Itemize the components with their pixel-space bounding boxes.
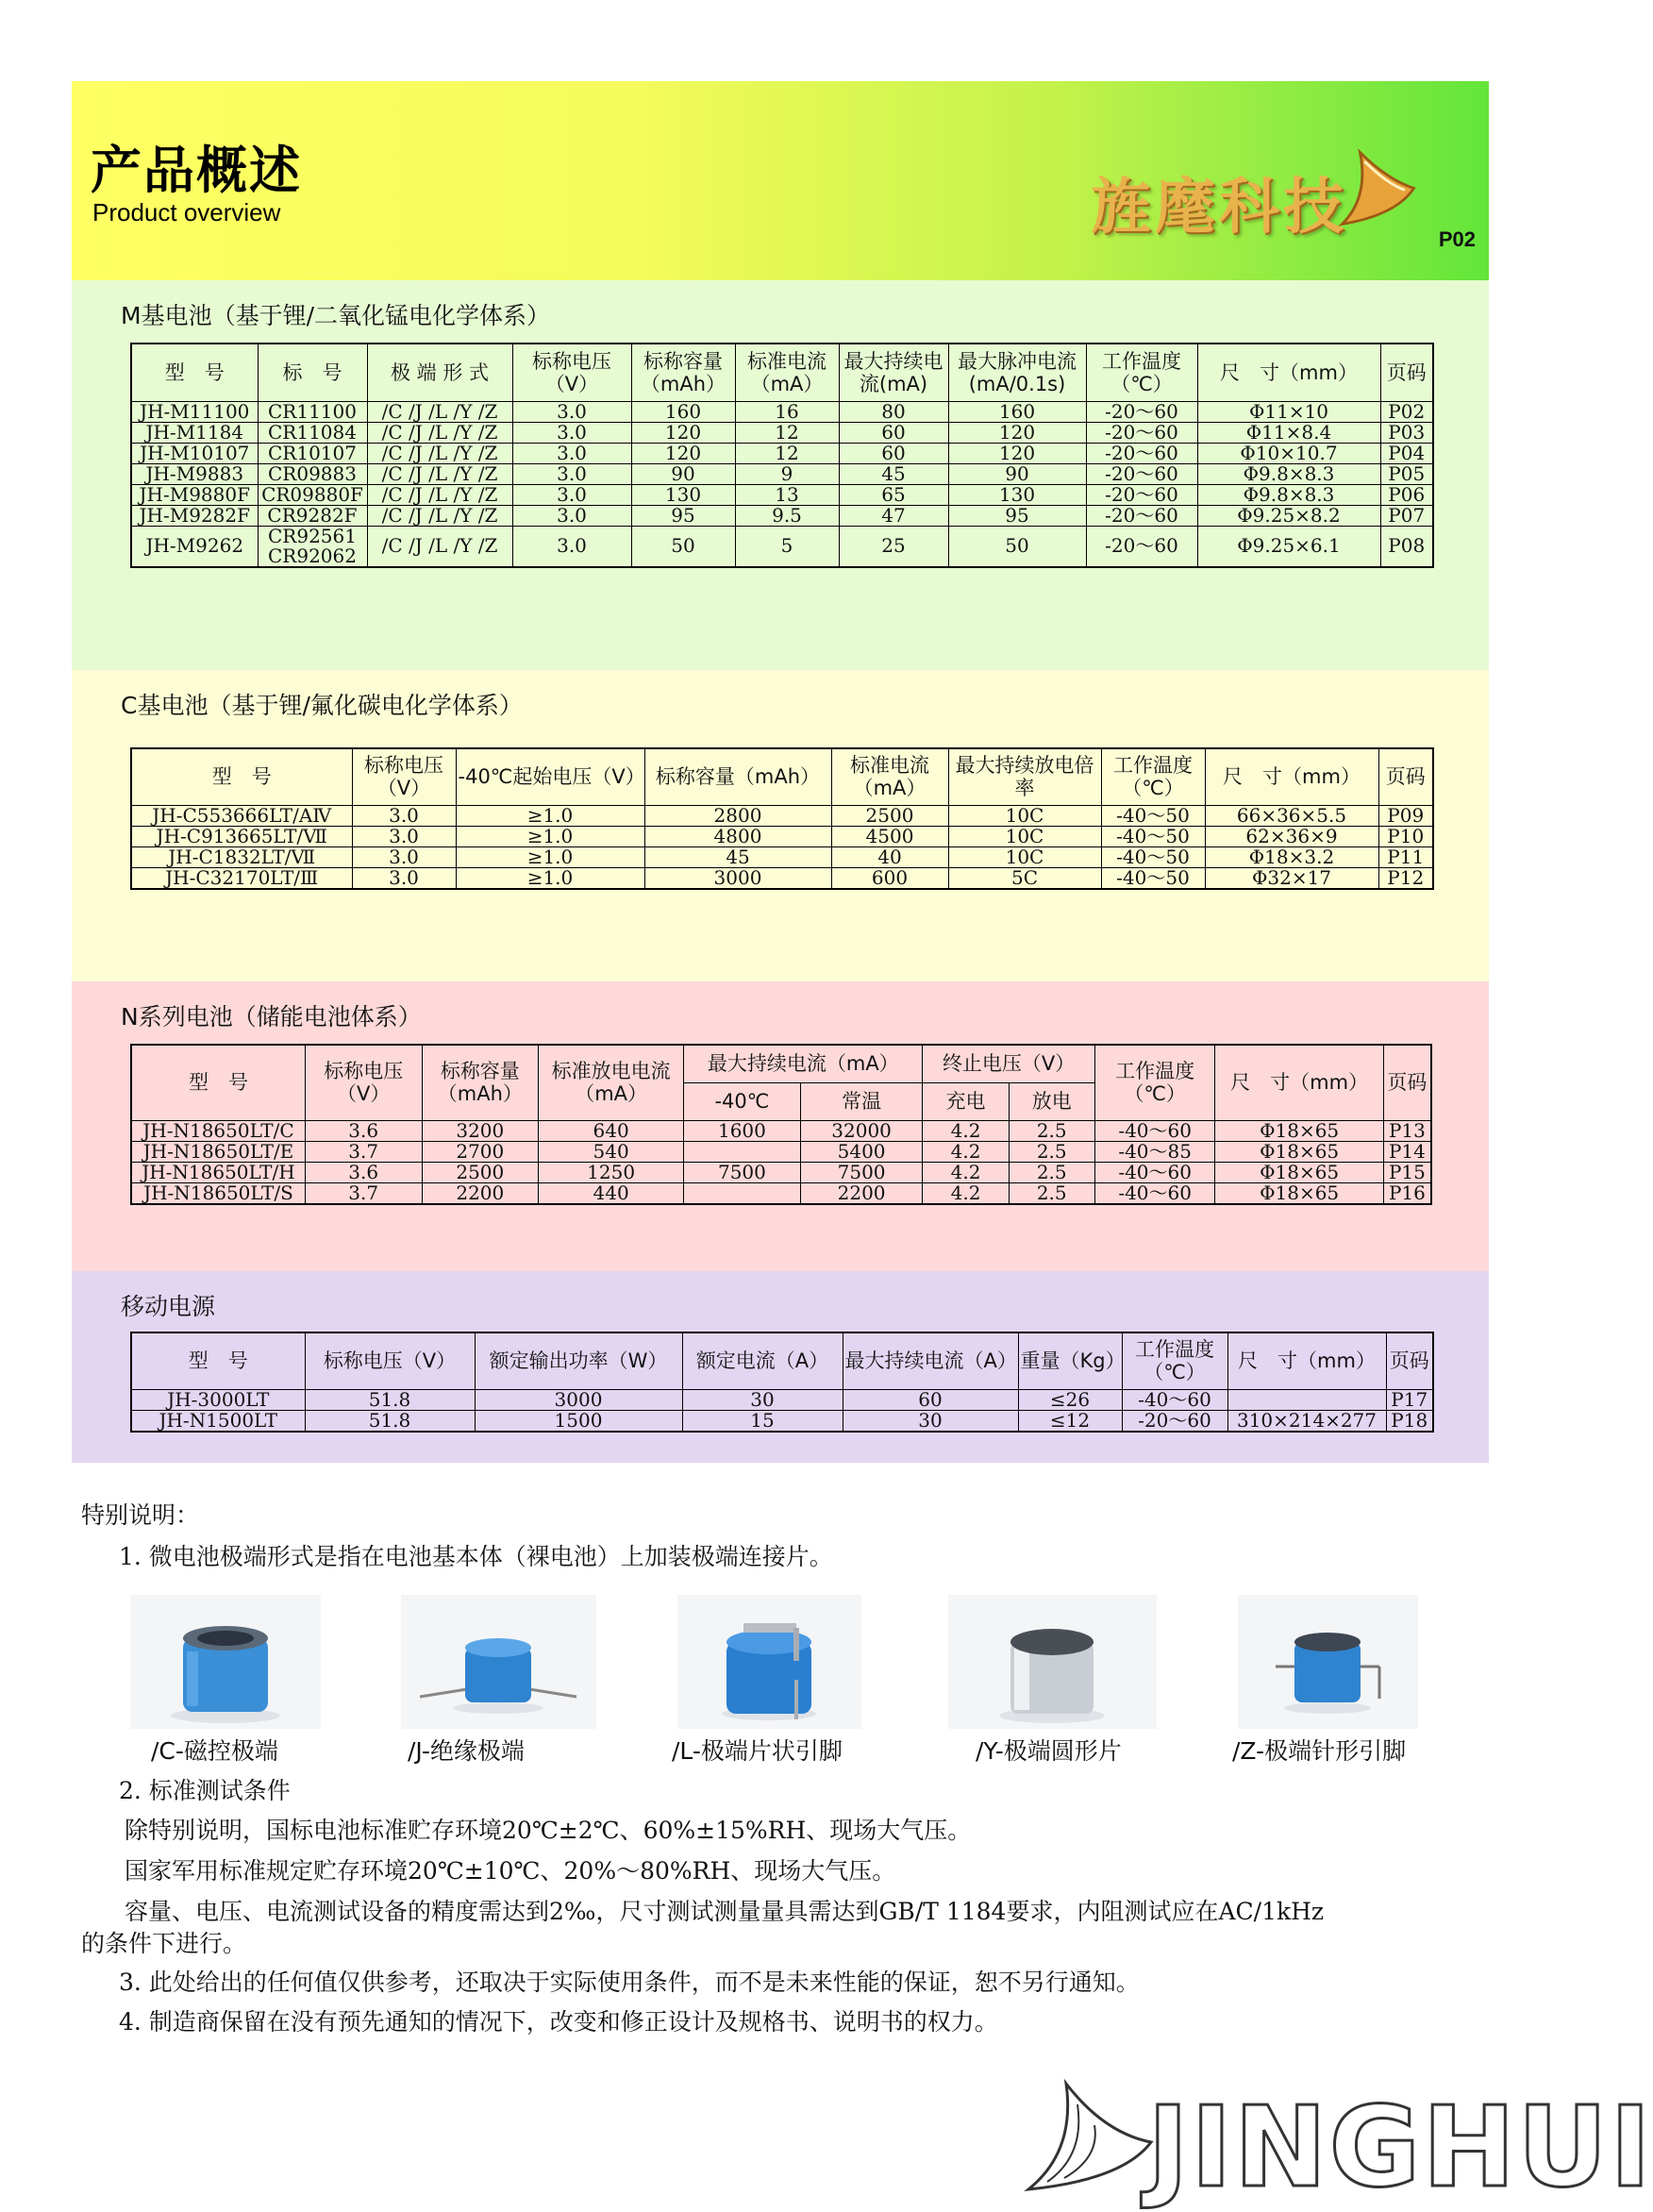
m_series-header-7: 最大脉冲电流(mA/0.1s) (948, 344, 1086, 401)
table-cell: 3.7 (305, 1182, 422, 1204)
table-cell: 25 (839, 526, 948, 567)
table-row (131, 422, 1433, 443)
table-cell: 7500 (684, 1162, 801, 1182)
brand-name: 旌麾科技 (1091, 172, 1347, 243)
table-cell: P17 (1386, 1389, 1433, 1410)
table-cell: 2700 (422, 1141, 539, 1162)
table-cell: 60 (843, 1389, 1018, 1410)
table-cell: 10C (948, 805, 1101, 826)
caption-c: /C-磁控极端 (151, 1737, 278, 1765)
notes-heading: 特别说明： (81, 1501, 200, 1529)
note-item-3: 3. 此处给出的任何值仅供参考，还取决于实际使用条件，而不是未来性能的保证，恕不另行通知。 (119, 1969, 1140, 1996)
n-header-charge: 充电 (923, 1082, 1009, 1120)
table-cell: Φ9.25×6.1 (1197, 526, 1380, 567)
table-cell: 120 (631, 443, 735, 463)
table-cell: 15 (682, 1410, 843, 1432)
n-series-section (72, 981, 1489, 1271)
table-cell: 60 (839, 443, 948, 463)
table-cell (684, 1182, 801, 1204)
table-cell: Φ9.8×8.3 (1197, 484, 1380, 505)
table-cell: 2500 (831, 805, 948, 826)
table-cell (1227, 1389, 1386, 1410)
table-row (131, 484, 1433, 505)
n-header-size: 尺 寸（mm） (1215, 1045, 1383, 1120)
footer-brand: JINGHUI (1147, 2082, 1653, 2212)
m_series-header-4: 标称容量（mAh） (631, 344, 735, 401)
table-cell (684, 1141, 801, 1162)
table-cell: /C /J /L /Y /Z (367, 463, 512, 484)
table-cell: 3.0 (512, 401, 631, 422)
table-cell: 2800 (644, 805, 831, 826)
table-cell: P02 (1380, 401, 1433, 422)
table-cell: -20～60 (1086, 422, 1197, 443)
table-row (131, 846, 1433, 867)
table-cell: -40～50 (1101, 805, 1205, 826)
table-cell: -40～60 (1094, 1162, 1215, 1182)
table-row (131, 505, 1433, 526)
table-cell: 3.0 (512, 443, 631, 463)
table-cell: CR11084 (258, 422, 367, 443)
caption-z: /Z-极端针形引脚 (1232, 1737, 1407, 1765)
table-cell: JH-M9282F (131, 505, 258, 526)
table-cell: -40～50 (1101, 846, 1205, 867)
table-cell: JH-N18650LT/C (131, 1120, 305, 1141)
table-cell: -20～60 (1086, 401, 1197, 422)
table-cell: 9 (735, 463, 839, 484)
terminal-l-photo (677, 1595, 861, 1729)
table-cell: P04 (1380, 443, 1433, 463)
table-cell: 90 (948, 463, 1086, 484)
table-cell: 16 (735, 401, 839, 422)
table-cell: -20～60 (1086, 505, 1197, 526)
power-section (72, 1271, 1489, 1463)
table-cell: 95 (631, 505, 735, 526)
table-cell: Φ9.25×8.2 (1197, 505, 1380, 526)
caption-l: /L-极端片状引脚 (672, 1737, 843, 1765)
table-cell: P16 (1383, 1182, 1431, 1204)
table-cell: /C /J /L /Y /Z (367, 526, 512, 567)
power-header-3: 额定电流（A） (682, 1332, 843, 1389)
c-series-table (130, 747, 1434, 890)
c_series-header-4: 标准电流（mA） (831, 748, 948, 805)
table-cell: JH-N18650LT/S (131, 1182, 305, 1204)
note-item-2c: 容量、电压、电流测试设备的精度需达到2‰，尺寸测试测量量具需达到GB/T 1184要求，内阻测试应在AC/1kHz (125, 1898, 1325, 1925)
terminal-z-photo (1238, 1595, 1418, 1729)
table-cell: -40～85 (1094, 1141, 1215, 1162)
table-cell: 3.0 (512, 422, 631, 443)
c-series-title: C基电池（基于锂/氟化碳电化学体系） (121, 692, 523, 719)
table-cell: -40～60 (1094, 1120, 1215, 1141)
table-cell: 130 (631, 484, 735, 505)
table-cell: 2200 (800, 1182, 923, 1204)
power-header-1: 标称电压（V） (305, 1332, 475, 1389)
table-cell: -20～60 (1086, 463, 1197, 484)
table-cell: P11 (1378, 846, 1433, 867)
table-row (131, 463, 1433, 484)
table-cell: JH-3000LT (131, 1389, 305, 1410)
table-cell: 440 (539, 1182, 684, 1204)
table-cell: Φ18×65 (1215, 1141, 1383, 1162)
table-cell: ≤26 (1018, 1389, 1122, 1410)
table-row (131, 805, 1433, 826)
note-item-1: 1. 微电池极端形式是指在电池基本体（裸电池）上加装极端连接片。 (119, 1543, 833, 1570)
table-cell: 3.7 (305, 1141, 422, 1162)
table-cell: 600 (831, 867, 948, 889)
sail-logo-icon (1333, 143, 1423, 233)
table-cell: 10C (948, 826, 1101, 846)
table-cell: 7500 (800, 1162, 923, 1182)
table-cell: JH-M10107 (131, 443, 258, 463)
note-item-2a: 除特别说明，国标电池标准贮存环境20℃±2℃、60%±15%RH、现场大气压。 (125, 1817, 972, 1844)
n-header-max-m40: -40℃ (684, 1082, 801, 1120)
table-cell: ≥1.0 (456, 805, 644, 826)
table-cell: 50 (631, 526, 735, 567)
table-cell: Φ10×10.7 (1197, 443, 1380, 463)
n-header-model: 型 号 (131, 1045, 305, 1120)
table-cell: ≥1.0 (456, 826, 644, 846)
table-cell: 10C (948, 846, 1101, 867)
table-cell: P10 (1378, 826, 1433, 846)
table-cell: Φ11×10 (1197, 401, 1380, 422)
m-series-section (72, 280, 1489, 670)
table-cell: 3.0 (352, 805, 456, 826)
table-cell: 3.0 (512, 463, 631, 484)
m-series-table (130, 343, 1434, 568)
table-cell: 95 (948, 505, 1086, 526)
table-cell: 2.5 (1009, 1162, 1094, 1182)
table-cell: 640 (539, 1120, 684, 1141)
table-cell: 2.5 (1009, 1120, 1094, 1141)
caption-y: /Y-极端圆形片 (976, 1737, 1122, 1765)
table-cell: 4.2 (923, 1141, 1009, 1162)
table-cell: 3.0 (352, 826, 456, 846)
table-row (131, 1141, 1431, 1162)
table-cell: P14 (1383, 1141, 1431, 1162)
power-header-0: 型 号 (131, 1332, 305, 1389)
table-cell: 66×36×5.5 (1205, 805, 1378, 826)
table-cell: -20～60 (1086, 443, 1197, 463)
table-cell: 540 (539, 1141, 684, 1162)
table-cell: 3.0 (512, 505, 631, 526)
table-cell: JH-C913665LT/Ⅶ (131, 826, 352, 846)
table-cell: JH-C32170LT/Ⅲ (131, 867, 352, 889)
n-header-cutoff: 终止电压（V） (923, 1045, 1094, 1082)
table-cell: P06 (1380, 484, 1433, 505)
table-row (131, 1120, 1431, 1141)
power-header-4: 最大持续电流（A） (843, 1332, 1018, 1389)
page-title: 产品概述 (91, 140, 302, 200)
table-cell: JH-M9883 (131, 463, 258, 484)
table-cell: 3.0 (352, 846, 456, 867)
table-cell: JH-M11100 (131, 401, 258, 422)
table-cell: Φ11×8.4 (1197, 422, 1380, 443)
table-cell: 310×214×277 (1227, 1410, 1386, 1432)
n-header-temp: 工作温度（℃） (1094, 1045, 1215, 1120)
table-cell: JH-C553666LT/AⅣ (131, 805, 352, 826)
table-cell: P13 (1383, 1120, 1431, 1141)
m_series-header-1: 标 号 (258, 344, 367, 401)
table-cell: JH-M9880F (131, 484, 258, 505)
table-cell: Φ18×65 (1215, 1182, 1383, 1204)
n-series-table (130, 1044, 1432, 1205)
m_series-header-6: 最大持续电流(mA) (839, 344, 948, 401)
table-row (131, 443, 1433, 463)
n-header-discharge: 放电 (1009, 1082, 1094, 1120)
m_series-header-2: 极 端 形 式 (367, 344, 512, 401)
table-cell: JH-N1500LT (131, 1410, 305, 1432)
table-cell: CR92561 CR92062 (258, 526, 367, 567)
table-cell: P03 (1380, 422, 1433, 443)
n-header-capacity: 标称容量（mAh） (422, 1045, 539, 1120)
table-cell: 4500 (831, 826, 948, 846)
c_series-header-3: 标称容量（mAh） (644, 748, 831, 805)
table-cell: 2.5 (1009, 1182, 1094, 1204)
table-cell: 120 (631, 422, 735, 443)
m_series-header-10: 页码 (1380, 344, 1433, 401)
table-cell: /C /J /L /Y /Z (367, 484, 512, 505)
table-cell: 90 (631, 463, 735, 484)
table-row (131, 1410, 1433, 1432)
table-cell: 3000 (644, 867, 831, 889)
table-cell: 60 (839, 422, 948, 443)
table-cell: ≥1.0 (456, 846, 644, 867)
table-cell: 9.5 (735, 505, 839, 526)
table-cell: CR11100 (258, 401, 367, 422)
c_series-header-8: 页码 (1378, 748, 1433, 805)
table-cell: 30 (682, 1389, 843, 1410)
note-item-4: 4. 制造商保留在没有预先通知的情况下，改变和修正设计及规格书、说明书的权力。 (119, 2008, 998, 2036)
table-cell: 51.8 (305, 1389, 475, 1410)
table-cell: 4.2 (923, 1182, 1009, 1204)
m_series-header-5: 标准电流（mA） (735, 344, 839, 401)
caption-j: /J-绝缘极端 (408, 1737, 525, 1765)
table-cell: 1250 (539, 1162, 684, 1182)
table-cell: JH-N18650LT/H (131, 1162, 305, 1182)
table-cell: 3.0 (352, 867, 456, 889)
table-cell: 45 (644, 846, 831, 867)
table-cell: 3200 (422, 1120, 539, 1141)
table-cell: -20～60 (1122, 1410, 1227, 1432)
table-cell: 50 (948, 526, 1086, 567)
table-row (131, 1162, 1431, 1182)
power-header-6: 工作温度（℃） (1122, 1332, 1227, 1389)
table-cell: 4.2 (923, 1120, 1009, 1141)
table-row (131, 401, 1433, 422)
c_series-header-1: 标称电压（V） (352, 748, 456, 805)
table-cell: 2500 (422, 1162, 539, 1182)
table-row (131, 826, 1433, 846)
table-cell: 32000 (800, 1120, 923, 1141)
table-cell: 12 (735, 422, 839, 443)
table-cell: -20～60 (1086, 526, 1197, 567)
m_series-header-9: 尺 寸（mm） (1197, 344, 1380, 401)
c_series-header-5: 最大持续放电倍率 (948, 748, 1101, 805)
n-series-title: N系列电池（储能电池体系） (121, 1003, 422, 1031)
table-cell: 40 (831, 846, 948, 867)
table-cell: 2.5 (1009, 1141, 1094, 1162)
power-table (130, 1332, 1434, 1433)
m-series-title: M基电池（基于锂/二氧化锰电化学体系） (121, 302, 550, 329)
note-item-2: 2. 标准测试条件 (119, 1777, 291, 1804)
table-cell: Φ32×17 (1205, 867, 1378, 889)
table-cell: ≤12 (1018, 1410, 1122, 1432)
table-cell: -40～50 (1101, 826, 1205, 846)
table-cell: 4800 (644, 826, 831, 846)
terminal-j-photo (401, 1595, 596, 1729)
power-title: 移动电源 (121, 1293, 216, 1320)
table-cell: JH-C1832LT/Ⅶ (131, 846, 352, 867)
table-cell: 3.0 (512, 526, 631, 567)
table-cell: Φ9.8×8.3 (1197, 463, 1380, 484)
table-cell: 4.2 (923, 1162, 1009, 1182)
table-cell: P05 (1380, 463, 1433, 484)
table-cell: 1500 (475, 1410, 682, 1432)
table-cell: -40～60 (1094, 1182, 1215, 1204)
c_series-header-0: 型 号 (131, 748, 352, 805)
table-cell: P15 (1383, 1162, 1431, 1182)
table-cell: 3000 (475, 1389, 682, 1410)
terminal-c-photo (130, 1595, 321, 1729)
c_series-header-2: -40℃起始电压（V） (456, 748, 644, 805)
table-cell: P18 (1386, 1410, 1433, 1432)
power-header-2: 额定输出功率（W） (475, 1332, 682, 1389)
table-cell: 47 (839, 505, 948, 526)
table-cell: CR9282F (258, 505, 367, 526)
table-cell: Φ18×65 (1215, 1162, 1383, 1182)
table-cell: Φ18×65 (1215, 1120, 1383, 1141)
c-series-section (72, 670, 1489, 981)
table-cell: /C /J /L /Y /Z (367, 443, 512, 463)
table-cell: 13 (735, 484, 839, 505)
table-cell: CR09880F (258, 484, 367, 505)
table-cell: ≥1.0 (456, 867, 644, 889)
table-cell: 3.0 (512, 484, 631, 505)
table-cell: 3.6 (305, 1120, 422, 1141)
table-cell: 80 (839, 401, 948, 422)
n-header-page: 页码 (1383, 1045, 1431, 1120)
table-cell: 160 (948, 401, 1086, 422)
table-cell: /C /J /L /Y /Z (367, 422, 512, 443)
table-cell: 5400 (800, 1141, 923, 1162)
power-header-8: 页码 (1386, 1332, 1433, 1389)
n-header-max-current: 最大持续电流（mA） (684, 1045, 923, 1082)
c_series-header-7: 尺 寸（mm） (1205, 748, 1378, 805)
terminal-y-photo (948, 1595, 1157, 1729)
table-cell: P09 (1378, 805, 1433, 826)
table-cell: 5C (948, 867, 1101, 889)
table-cell: 130 (948, 484, 1086, 505)
table-cell: 120 (948, 422, 1086, 443)
table-cell: /C /J /L /Y /Z (367, 505, 512, 526)
table-row (131, 867, 1433, 889)
table-cell: 120 (948, 443, 1086, 463)
table-cell: 12 (735, 443, 839, 463)
table-cell: P12 (1378, 867, 1433, 889)
table-cell: P08 (1380, 526, 1433, 567)
table-cell: 5 (735, 526, 839, 567)
table-cell: JH-M9262 (131, 526, 258, 567)
table-cell: CR09883 (258, 463, 367, 484)
table-cell: -20～60 (1086, 484, 1197, 505)
m_series-header-3: 标称电压（V） (512, 344, 631, 401)
table-cell: 45 (839, 463, 948, 484)
page-header (72, 81, 1489, 280)
table-cell: 62×36×9 (1205, 826, 1378, 846)
table-cell: 160 (631, 401, 735, 422)
m_series-header-0: 型 号 (131, 344, 258, 401)
table-row (131, 1389, 1433, 1410)
table-cell: CR10107 (258, 443, 367, 463)
table-cell: /C /J /L /Y /Z (367, 401, 512, 422)
table-cell: 3.6 (305, 1162, 422, 1182)
table-cell: -40～60 (1122, 1389, 1227, 1410)
table-cell: -40～50 (1101, 867, 1205, 889)
page-subtitle: Product overview (92, 198, 281, 226)
table-cell: JH-N18650LT/E (131, 1141, 305, 1162)
n-header-voltage: 标称电压（V） (305, 1045, 422, 1120)
c_series-header-6: 工作温度（℃） (1101, 748, 1205, 805)
table-row (131, 526, 1433, 567)
m_series-header-8: 工作温度（℃） (1086, 344, 1197, 401)
table-cell: Φ18×3.2 (1205, 846, 1378, 867)
power-header-7: 尺 寸（mm） (1227, 1332, 1386, 1389)
table-cell: 2200 (422, 1182, 539, 1204)
table-cell: 30 (843, 1410, 1018, 1432)
table-cell: P07 (1380, 505, 1433, 526)
page-number: P02 (1438, 227, 1476, 251)
n-header-max-room: 常温 (800, 1082, 923, 1120)
note-item-2c-cont: 的条件下进行。 (81, 1930, 247, 1957)
power-header-5: 重量（Kg） (1018, 1332, 1122, 1389)
table-cell: 65 (839, 484, 948, 505)
table-cell: 1600 (684, 1120, 801, 1141)
note-item-2b: 国家军用标准规定贮存环境20℃±10℃、20%～80%RH、现场大气压。 (125, 1857, 896, 1885)
table-cell: JH-M1184 (131, 422, 258, 443)
n-header-std-current: 标准放电电流（mA） (539, 1045, 684, 1120)
table-row (131, 1182, 1431, 1204)
table-cell: 51.8 (305, 1410, 475, 1432)
